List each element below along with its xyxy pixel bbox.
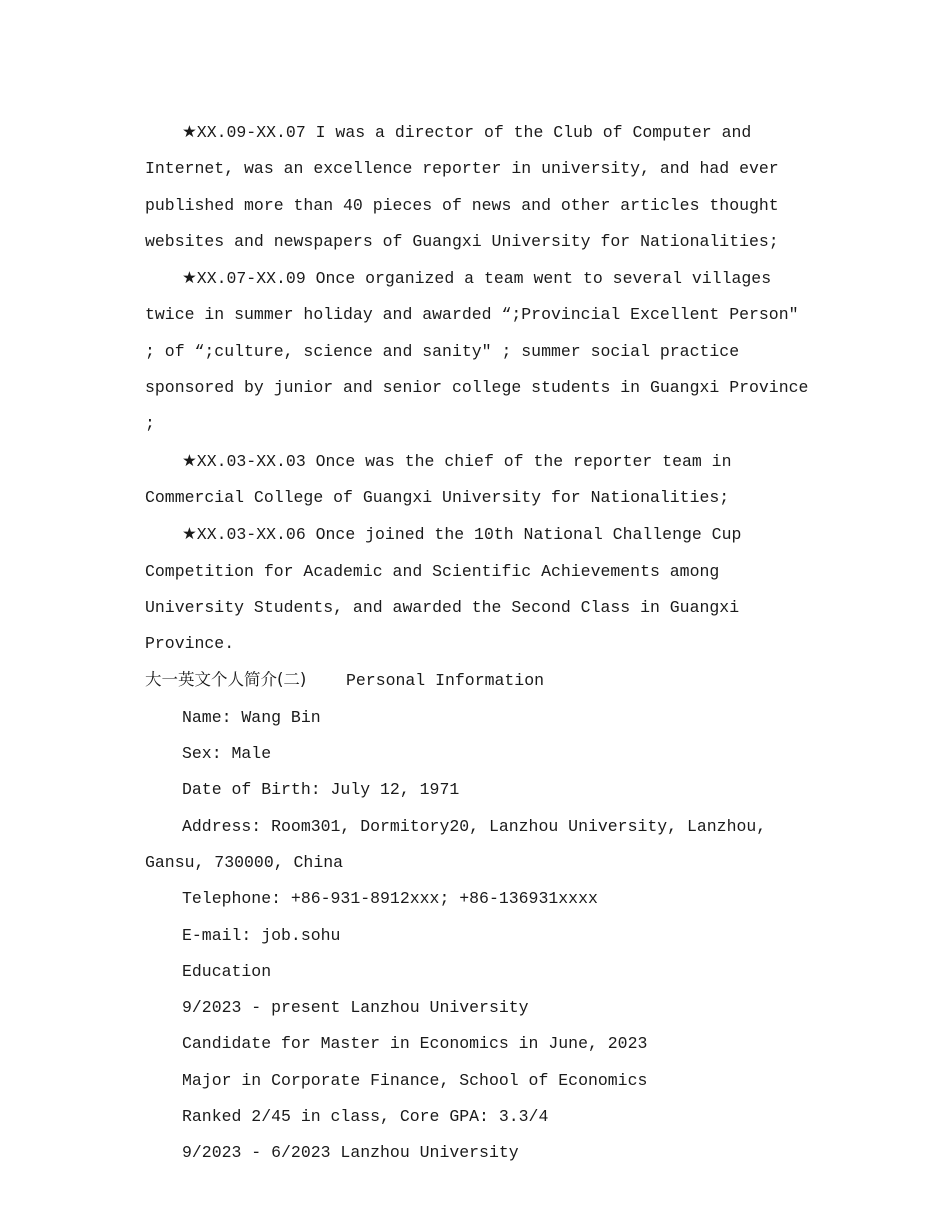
section-heading	[145, 662, 815, 699]
star-icon: ★	[182, 268, 197, 288]
personal-name: Name: Wang Bin	[182, 707, 321, 727]
activity-item	[145, 516, 815, 662]
personal-sex: Sex: Male	[182, 744, 272, 764]
star-icon: ★	[182, 524, 197, 544]
activity-text: XX.07-XX.09 Once organized a team went to several villages twice in summer holiday and awarded “;Provincial Excellent Person″ ; of “;culture, science and sanity″ ; summer social practice sponsored by junior and senior college students in Guangxi Province ;	[145, 269, 809, 434]
star-icon: ★	[182, 122, 197, 141]
section-heading-english: Personal Information	[345, 671, 545, 691]
personal-dob: Date of Birth: July 12, 1971	[182, 780, 460, 800]
education-line: 9/2023 - present Lanzhou University	[182, 998, 529, 1018]
activity-text: XX.03-XX.03 Once was the chief of the reporter team in Commercial College of Guangxi University for Nationalities;	[145, 451, 732, 507]
section-heading-cjk: 大一英文个人简介(二)	[145, 670, 307, 690]
activity-item	[145, 260, 815, 442]
education-line: Major in Corporate Finance, School of Economics	[182, 1070, 648, 1090]
personal-email: E-mail: job.sohu	[182, 925, 341, 945]
education-line: Candidate for Master in Economics in June, 2023	[182, 1034, 648, 1054]
document-body	[145, 114, 815, 1172]
personal-address: Address: Room301, Dormitory20, Lanzhou University, Lanzhou, Gansu, 730000, China	[145, 816, 767, 872]
activity-text: XX.03-XX.06 Once joined the 10th National Challenge Cup Competition for Academic and Scientific Achievements among University Students, and awarded the Second Class in Guangxi Province.	[145, 525, 742, 654]
education-line: 9/2023 - 6/2023 Lanzhou University	[182, 1143, 519, 1163]
activity-item	[145, 114, 815, 260]
activity-text: XX.09-XX.07 I was a director of the Club of Computer and Internet, was an excellence reporter in university, and had ever published more than 40 pieces of news and other articles thought websites and newspapers of Guangxi University for Nationalities;	[145, 123, 779, 251]
star-icon: ★	[182, 450, 197, 470]
personal-telephone: Telephone: +86-931-8912xxx; +86-136931xxxx	[182, 889, 598, 909]
education-line: Ranked 2/45 in class, Core GPA: 3.3/4	[182, 1107, 549, 1127]
activity-item	[145, 443, 815, 517]
education-heading: Education	[182, 961, 272, 981]
